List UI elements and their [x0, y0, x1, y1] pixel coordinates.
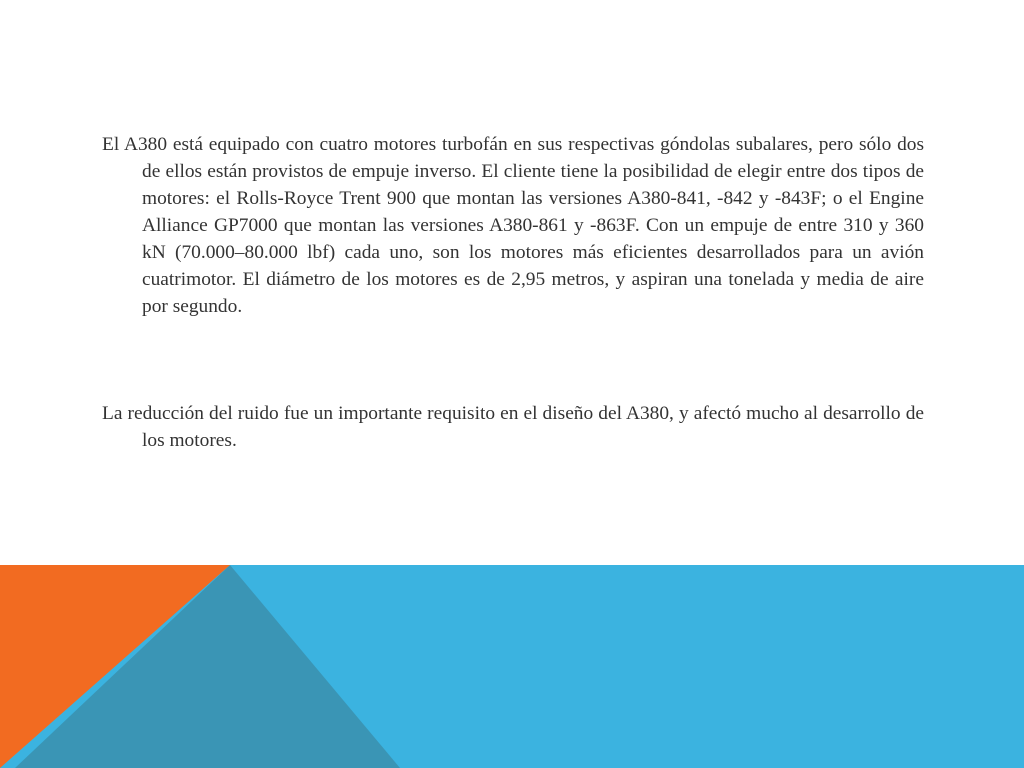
paragraph-noise: La reducción del ruido fue un importante requisito en el diseño del A380, y afectó mucho al desarrollo de los motores. [102, 403, 924, 451]
footer-decoration [0, 565, 1024, 768]
paragraph-engines: El A380 está equipado con cuatro motores turbofán en sus respectivas góndolas subalares, pero sólo dos de ellos están provistos de empuje inverso. El cliente tiene la posibilidad de elegir entre dos tipos de motores: el Rolls-Royce Trent 900 que montan las versiones A380-841, -842 y -843F; o el Engine Alliance GP7000 que montan las versiones A380-861 y -863F. Con un empuje de entre 310 y 360 kN (70.000–80.000 lbf) cada uno, son los motores más eficientes desarrollados para un avión cuatrimotor. El diámetro de los motores es de 2,95 metros, y aspiran una tonelada y media de aire por segundo. [102, 134, 924, 317]
slide-body [102, 131, 924, 454]
